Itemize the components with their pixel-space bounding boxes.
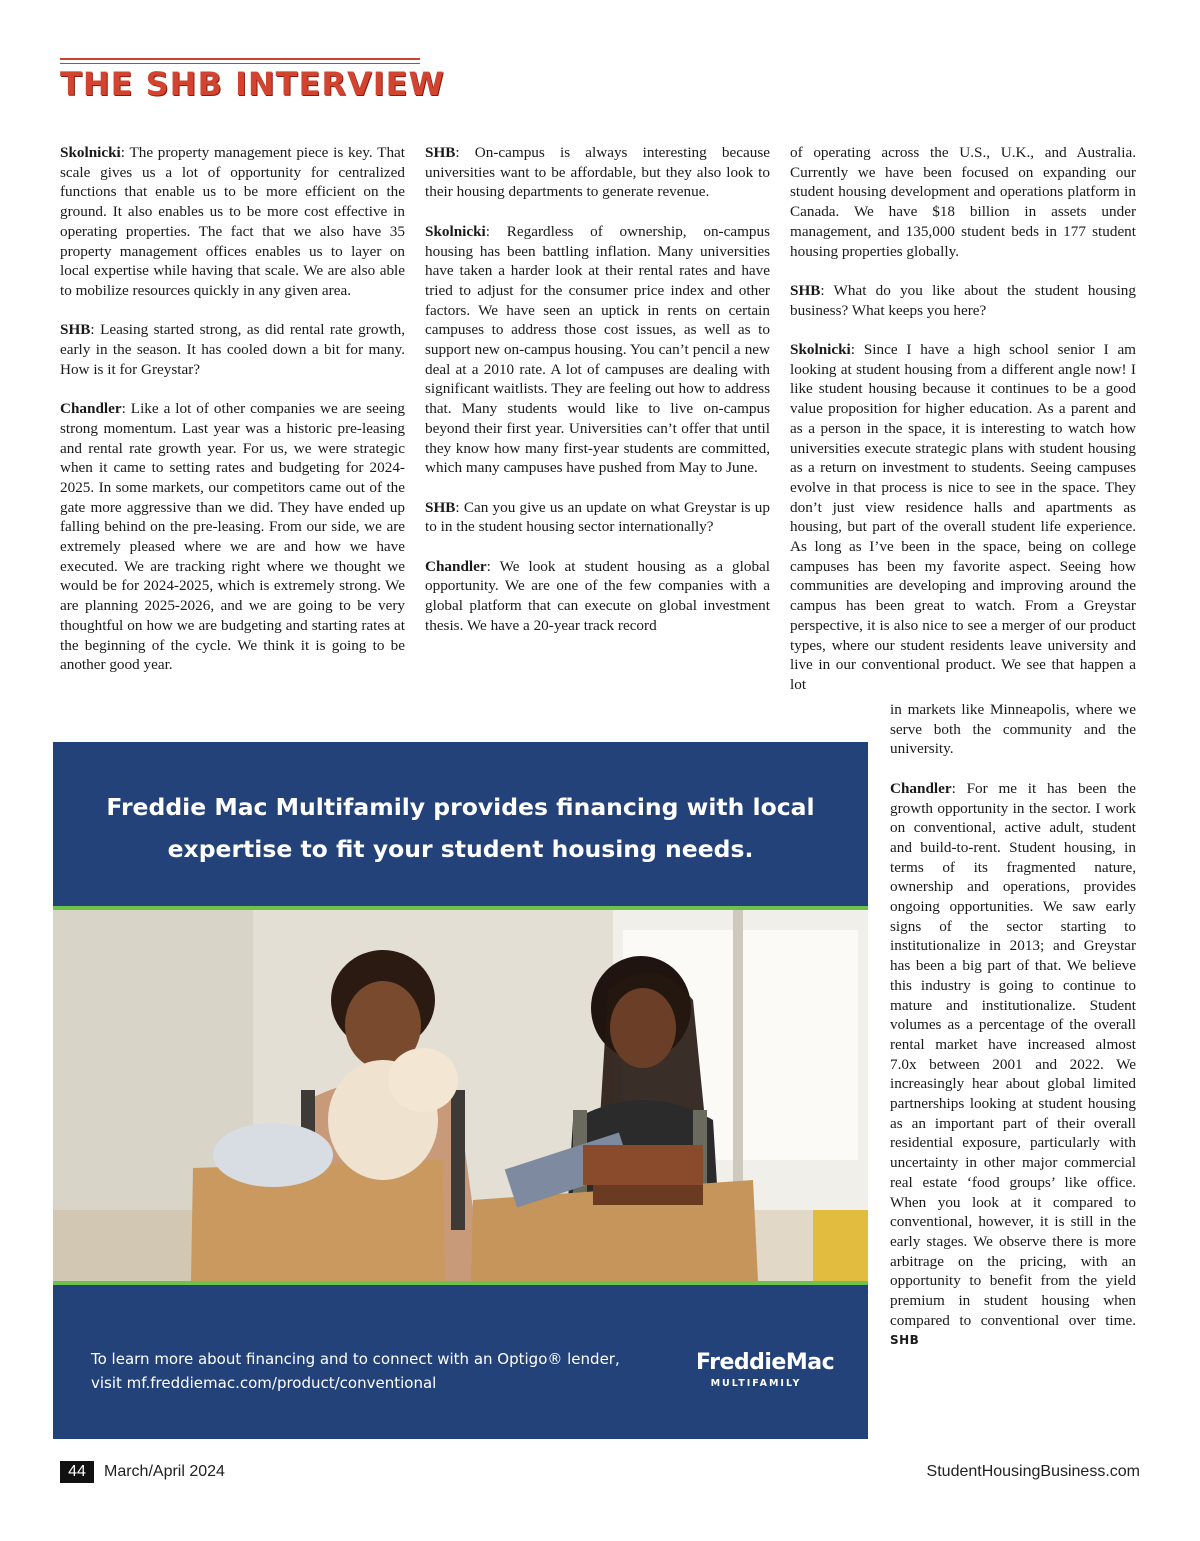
header-rule-top [60,58,420,60]
logo-subtitle: MULTIFAMILY [710,1378,802,1389]
paragraph-text: : Regardless of ownership, on-campus housing has been battling inflation. Many universities have taken a harder look at their rental rates and have tried to adjust for the consumer price index and other factors. We have seen an uptick in rents on certain campuses to address those cost issues, as well as to support new on-campus housing. You can’t pencil a new deal at a 2010 rate. A lot of campuses are dealing with significant waitlists. They are feeling out how to address that. Many students would like to live on-campus beyond their first year. Universities can’t offer that until they know how many first-year students are committed, which many campuses have pushed from May to June. [425,222,770,477]
article-column-3-continued [890,700,1136,1351]
ad-cta-line-1: To learn more about financing and to connect with an Optigo® lender, [91,1350,620,1368]
header-rule-bottom [60,63,420,64]
paragraph-text: : Leasing started strong, as did rental rate growth, early in the season. It has cooled down a bit for many. How is it for Greystar? [60,321,405,378]
speaker-name: Chandler [60,400,122,418]
speaker-name: Chandler [425,557,487,575]
ad-photo-students-moving-in [53,910,868,1281]
paragraph-text: of operating across the U.S., U.K., and Australia. Currently we have been focused on expanding our student housing development and operations platform in Canada. We have $18 billion in assets under management, and 135,000 student beds in 177 student housing properties globally. [790,144,1136,260]
paragraph [790,340,1136,695]
ad-call-to-action [91,1347,651,1395]
site-url: StudentHousingBusiness.com [926,1463,1140,1480]
ad-headline [53,786,868,870]
speaker-name: SHB [425,144,456,161]
speaker-name: Skolnicki [425,222,486,240]
freddie-mac-logo [696,1350,835,1389]
paragraph [790,143,1136,261]
ad-cta-line-2[interactable]: visit mf.freddiemac.com/product/conventional [91,1374,437,1392]
paragraph [60,143,405,301]
ad-headline-line-1: Freddie Mac Multifamily provides financing with local [106,793,815,821]
paragraph-text: : Like a lot of other companies we are seeing strong momentum. Last year was a historic pre-leasing and rental rate growth year. For us, we were strategic when it came to setting rates and budgeting for 2024-2025. In some markets, our competitors came out of the gate more aggressive than we did. They have ended up falling behind on the pre-leasing. From our side, we are extremely pleased where we are and how we have executed. We are tracking right where we thought we would be for 2024-2025, which is extremely strong. We are planning 2025-2026, and we are going to be very thoughtful on how we are budgeting and starting rates at the beginning of the cycle. We think it is going to be another good year. [60,400,405,674]
logo-wordmark: FreddieMac [696,1350,835,1375]
speaker-name: Skolnicki [790,341,851,358]
article-column-2 [425,143,770,636]
speaker-name: SHB [60,321,91,339]
speaker-name: Chandler [890,779,952,797]
section-title: THE SHB INTERVIEW [60,65,445,103]
speaker-name: SHB [425,498,456,516]
page-number: 44 [60,1461,94,1483]
paragraph [425,557,770,636]
paragraph [890,779,1136,1351]
paragraph-text: : The property management piece is key. That scale gives us a lot of opportunity for centralized functions that enable us to be more efficient on the ground. It also enables us to be more cost effective in operating properties. The fact that we also have 35 property management offices enables us to layer on local expertise while having that scale. We are also able to mobilize resources quickly in any given area. [60,144,405,299]
paragraph-text: : On-campus is always interesting because universities want to be affordable, but they also look to their housing departments to generate revenue. [425,144,770,201]
freddie-mac-advertisement[interactable] [53,742,868,1439]
speaker-name: SHB [790,281,821,299]
paragraph-text: in markets like Minneapolis, where we serve both the community and the university. [890,701,1136,758]
speaker-name: Skolnicki [60,144,121,161]
ad-headline-line-2: expertise to fit your student housing needs. [167,835,754,863]
paragraph-text: : What do you like about the student housing business? What keeps you here? [790,281,1136,319]
article-end-mark: SHB [890,1333,920,1348]
paragraph [425,222,770,478]
paragraph [425,498,770,537]
paragraph [425,143,770,202]
article-column-1 [60,143,405,675]
ad-accent-stripe [53,1281,868,1285]
issue-date: March/April 2024 [104,1463,225,1480]
paragraph [790,281,1136,320]
paragraph-text: : For me it has been the growth opportunity in the sector. I work on conventional, active adult, student and build-to-rent. Student housing, in terms of its fragmented nature, ownership and operations, provides ongoing opportunities. We saw early signs of the sector starting to institutionalize in 2013; and Greystar has been a big part of that. We believe this industry is going to continue to mature and institutionalize. Student volumes as a percentage of the overall rental market have increased almost 7.0x between 2001 and 2022. We increasingly hear about global limited partnerships looking at student housing as an important part of their overall residential exposure, particularly with uncertainty in other major commercial real estate ‘food groups’ like office. When you look at it compared to conventional, however, it is still in the early stages. We observe there is more arbitrage on the pricing, with an opportunity to benefit from the yield premium in student housing when compared to conventional over time. [890,779,1136,1329]
students-illustration [53,910,868,1281]
paragraph [890,700,1136,759]
paragraph [60,320,405,379]
paragraph [60,399,405,675]
paragraph-text: : Can you give us an update on what Greystar is up to in the student housing sector internationally? [425,498,770,536]
article-column-3 [790,143,1136,695]
paragraph-text: : Since I have a high school senior I am looking at student housing from a different angle now! I like student housing because it continues to be a good value proposition for higher education. As a parent and as a person in the space, it is interesting to watch how universities execute strategic plans with student housing as a return on investment to students. Seeing campuses evolve in that process is nice to see in the space. They don’t just view residence halls and apartments as housing, but part of the overall student life experience. As long as I’ve been in the space, being on college campuses has been my favorite aspect. Seeing how communities are developing and improving around the campus has been great to watch. From a Greystar perspective, it is also nice to see a merger of our product types, where our student residents leave university and live in our conventional product. We see that happen a lot [790,341,1136,693]
paragraph-text: : We look at student housing as a global opportunity. We are one of the few companies with a global platform that can execute on global investment thesis. We have a 20-year track record [425,557,770,634]
